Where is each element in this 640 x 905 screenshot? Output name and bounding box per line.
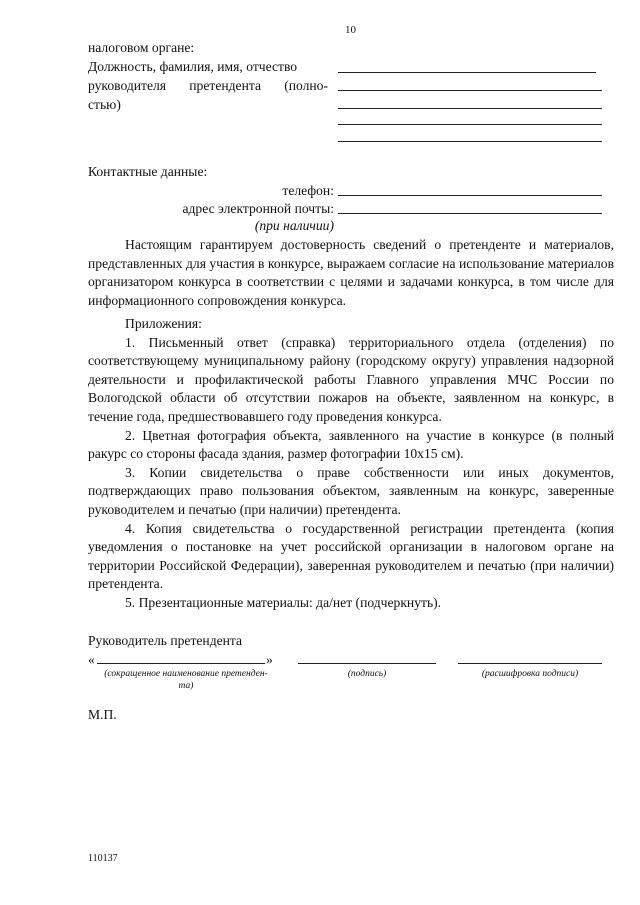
position-fill-line-3[interactable]	[338, 108, 602, 109]
phone-label: телефон:	[282, 183, 334, 198]
email-note: (при наличии)	[254, 218, 334, 233]
attachments-list	[88, 315, 614, 613]
tax-authority-line: налоговом органе:	[88, 40, 195, 55]
attachment-item-5: 5. Презентационные материалы: да/нет (подчеркнуть).	[125, 594, 442, 610]
signature-fill-line[interactable]	[298, 663, 436, 664]
position-fill-line-2[interactable]	[338, 90, 602, 91]
guarantee-paragraph	[88, 236, 614, 310]
org-name-caption-line2: та)	[178, 681, 194, 691]
position-fill-line-4[interactable]	[338, 124, 602, 125]
position-label-line3: стью)	[88, 97, 121, 112]
signature-caption: (подпись)	[347, 669, 387, 679]
signature-decode-fill-line[interactable]	[458, 663, 602, 664]
org-name-fill-line[interactable]	[97, 663, 265, 664]
position-fill-line-1[interactable]	[338, 72, 596, 73]
attachment-item-3: 3. Копии свидетельства о праве собственности или иных документов, подтверждающих право пользования объектом, заявленным на конкурс, заверенные руководителем и печатью (при наличии) претендента.	[88, 464, 614, 517]
stamp-place-label: М.П.	[88, 707, 117, 722]
attachment-item-4: 4. Копия свидетельства о государственной регистрации претендента (копия уведомления о постановке на учет российской организации в налоговом органе на территории Российской Федерации), заверенная руководителем и печатью (при наличии) претендента.	[88, 520, 614, 592]
org-name-caption-line1: (сокращенное наименование претенден-	[104, 669, 268, 679]
position-label-line2: руководителя претендента (полно-	[88, 78, 328, 93]
email-fill-line[interactable]	[338, 213, 602, 214]
contacts-title: Контактные данные:	[88, 164, 208, 179]
head-of-applicant-label: Руководитель претендента	[88, 633, 243, 648]
position-label-line1: Должность, фамилия, имя, отчество	[88, 59, 298, 74]
quote-close: »	[266, 652, 273, 667]
document-code: 110137	[88, 853, 118, 864]
page-number: 10	[345, 24, 356, 36]
signature-decode-caption: (расшифровка подписи)	[481, 669, 579, 679]
email-label: адрес электронной почты:	[182, 201, 334, 216]
attachments-title: Приложения:	[125, 316, 202, 331]
phone-fill-line[interactable]	[338, 195, 602, 196]
quote-open: «	[88, 652, 95, 667]
guarantee-text: Настоящим гарантируем достоверность сведений о претенденте и материалов, представленных для участия в конкурсе, выражаем согласие на использование материалов организатором конкурса в соответствии с целями и задачами конкурса, в том числе для информационного сопровождения конкурса.	[88, 237, 614, 308]
attachment-item-1: 1. Письменный ответ (справка) территориального отдела (отделения) по соответствующему муниципальному району (городскому округу) управления надзорной деятельности и профилактической работы Главного управления МЧС России по Вологодской области об отсутствии пожаров на объекте, заявленном на конкурс, в течение года, предшествовавшего году проведения конкурса.	[88, 334, 614, 424]
position-fill-line-5[interactable]	[338, 141, 602, 142]
attachment-item-2: 2. Цветная фотография объекта, заявленного на участие в конкурсе (в полный ракурс со стороны фасада здания, размер фотографии 10х15 см).	[88, 427, 614, 462]
